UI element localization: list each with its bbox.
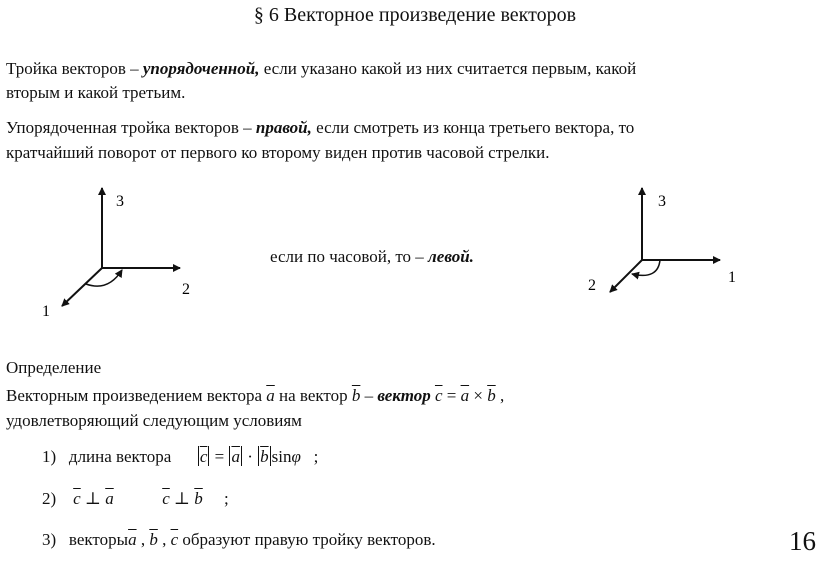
paragraph-ordered-triple-line2: вторым и какой третьим. bbox=[6, 83, 186, 102]
vector-c: $\overline{c}$ bbox=[73, 489, 81, 508]
definition-heading: Определение bbox=[6, 358, 102, 377]
term-left: левой. bbox=[428, 247, 474, 266]
left-triple-note bbox=[270, 244, 474, 269]
comma: , bbox=[140, 530, 146, 549]
text: на вектор bbox=[274, 386, 352, 405]
axis-label-3: 3 bbox=[658, 193, 666, 210]
condition-text: образуют правую тройку векторов. bbox=[182, 530, 436, 549]
condition-text: длина вектора bbox=[68, 447, 172, 466]
definition-line2: удовлетворяющий следующим условиям bbox=[6, 411, 302, 430]
semicolon: ; bbox=[224, 489, 229, 508]
text: если указано какой из них считается первым, какой bbox=[259, 59, 637, 78]
sin: sin bbox=[271, 447, 292, 466]
page-title: § 6 Векторное произведение векторов bbox=[253, 4, 577, 26]
text: Тройка векторов – bbox=[6, 59, 143, 78]
axis-label-2: 2 bbox=[588, 277, 596, 294]
term-ordered: упорядоченной, bbox=[142, 59, 260, 78]
paragraph-ordered-triple bbox=[6, 56, 636, 81]
phi: φ bbox=[291, 447, 301, 466]
perp: ⊥ bbox=[84, 489, 101, 508]
equals: = bbox=[442, 386, 461, 405]
axis-label-1: 1 bbox=[728, 269, 736, 286]
left-triple-diagram bbox=[570, 180, 770, 330]
condition-number: 1) bbox=[42, 447, 57, 466]
text: Векторным произведением вектора bbox=[6, 386, 267, 405]
axis-label-2: 2 bbox=[182, 281, 190, 298]
perp: ⊥ bbox=[174, 489, 191, 508]
vector-c: $\overline{c}$ bbox=[162, 489, 170, 508]
times: × bbox=[469, 386, 488, 405]
vector-b: $\overline{b}$ bbox=[149, 530, 158, 549]
paragraph-right-triple bbox=[6, 115, 634, 140]
condition-number: 2) bbox=[42, 489, 57, 508]
vector-b: $\overline{b}$ bbox=[194, 489, 203, 508]
vector-b: $\overline{b}$ bbox=[351, 386, 361, 405]
text: если смотреть из конца третьего вектора, то bbox=[311, 118, 635, 137]
page-number: 16 bbox=[789, 526, 816, 556]
vector-a: $\overline{a}$ bbox=[105, 489, 114, 508]
vector-a: $\overline{a}$ bbox=[231, 447, 240, 466]
axis-2 bbox=[610, 260, 642, 292]
condition-3 bbox=[42, 530, 436, 550]
vector-a: $\overline{a}$ bbox=[460, 386, 470, 405]
right-triple-diagram bbox=[30, 180, 230, 330]
vector-a: $\overline{a}$ bbox=[266, 386, 275, 405]
vector-c: $\overline{c}$ bbox=[170, 530, 179, 549]
text: если по часовой, то – bbox=[270, 247, 429, 266]
vector-c: $\overline{c}$ bbox=[199, 447, 208, 466]
condition-1: 1) длина вектора $\overline{c} = \overline{a} \cdot \overline{b}$ sinφ ; bbox=[42, 447, 319, 466]
comma: , bbox=[162, 530, 167, 549]
vector-a: $\overline{a}$ bbox=[128, 530, 137, 549]
text: – bbox=[360, 386, 378, 405]
semicolon: ; bbox=[313, 447, 319, 466]
definition-line1 bbox=[6, 383, 504, 408]
paragraph-right-triple-line2: кратчайший поворот от первого ко второму виден против часовой стрелки. bbox=[6, 143, 550, 162]
vector-c: $\overline{c}$ bbox=[434, 386, 443, 405]
term-right: правой, bbox=[255, 118, 312, 137]
condition-text: векторы bbox=[68, 530, 129, 549]
vector-b: $\overline{b}$ bbox=[487, 386, 496, 405]
text: , bbox=[495, 386, 505, 405]
axis-1 bbox=[62, 268, 102, 306]
vector-b: $\overline{b}$ bbox=[260, 447, 269, 466]
axis-label-3: 3 bbox=[116, 193, 124, 210]
axis-label-1: 1 bbox=[42, 303, 50, 320]
text: Упорядоченная тройка векторов – bbox=[6, 118, 256, 137]
condition-number: 3) bbox=[42, 530, 57, 549]
term-vector: вектор bbox=[377, 386, 431, 405]
condition-2 bbox=[42, 489, 229, 509]
equals: = bbox=[214, 447, 229, 466]
rotation-arrow bbox=[632, 260, 660, 275]
